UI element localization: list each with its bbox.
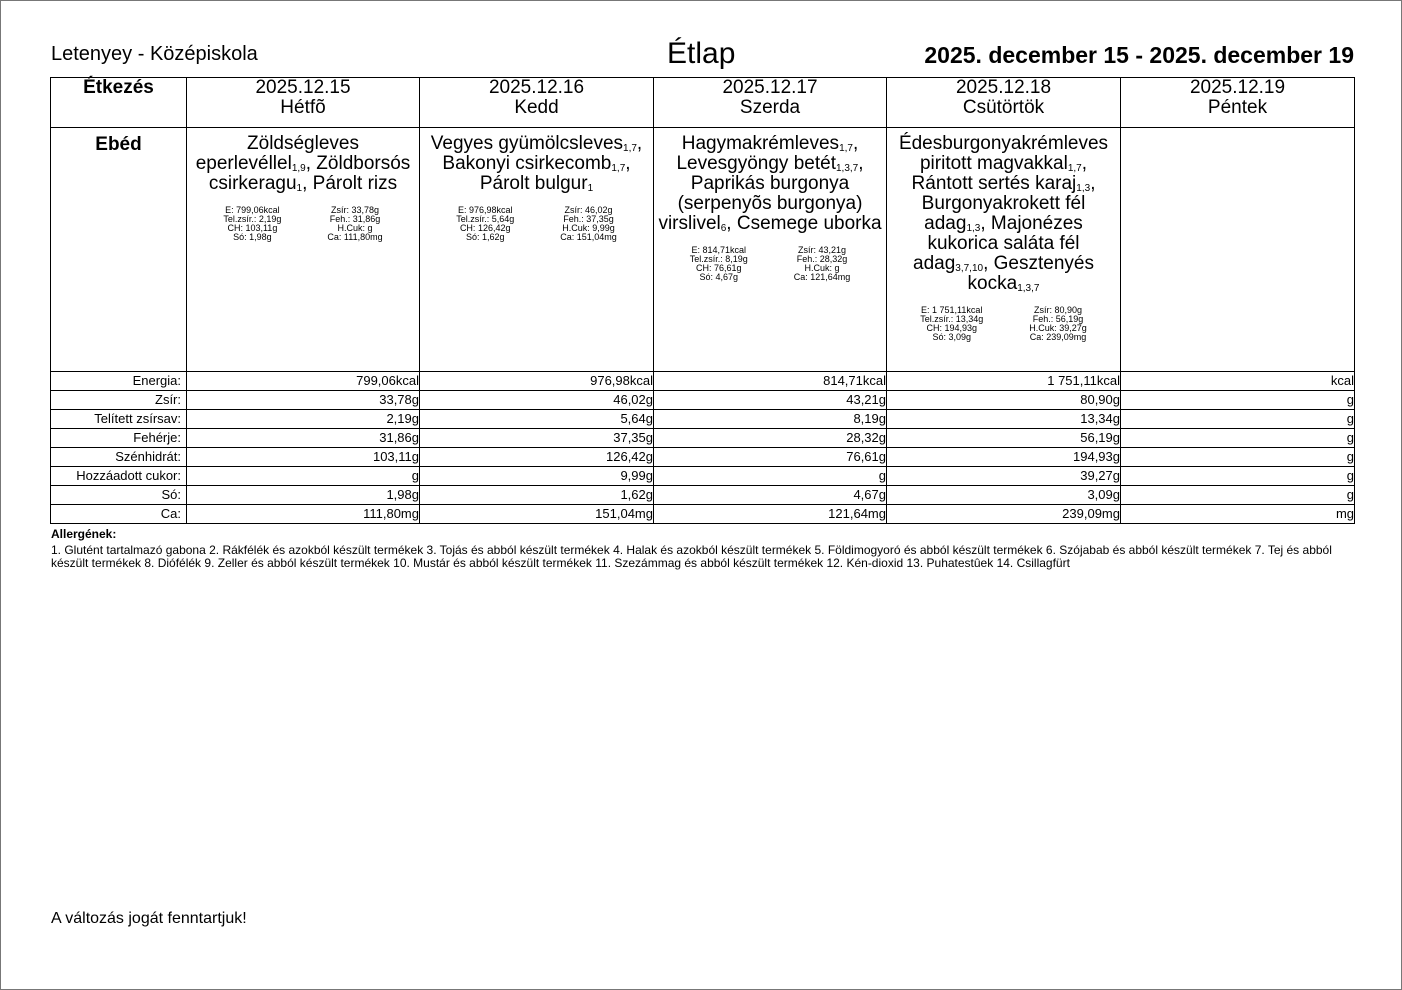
nutrition-value: 37,35g — [420, 429, 654, 448]
dish-name: Paprikás burgonya (serpenyõs burgonya) virslivel — [658, 173, 863, 234]
nutrition-summary-line: Zsír: 33,78g — [330, 205, 380, 215]
dish-name: Majonézes kukorica saláta fél adag — [913, 213, 1083, 274]
dish-name: Gesztenyés kocka — [967, 253, 1094, 294]
nutrition-summary-line: Zsír: 80,90g — [1034, 305, 1083, 315]
day-date: 2025.12.16 — [488, 77, 585, 98]
nutrition-summary-column — [327, 206, 382, 242]
nutrition-value: 103,11g — [187, 448, 420, 467]
nutrition-row — [51, 410, 1355, 429]
nutrition-summary-line: Só: 1,98g — [233, 232, 272, 242]
nutrition-value: 976,98kcal — [420, 372, 654, 391]
dish-separator: , — [1081, 153, 1088, 174]
nutrition-row — [51, 505, 1355, 524]
nutrition-label: Hozzáadott cukor: — [51, 467, 187, 486]
nutrition-value: 111,80mg — [187, 505, 420, 524]
date-range: 2025. december 15 - 2025. december 19 — [924, 42, 1354, 68]
allergen-list: 1. Glutént tartalmazó gabona 2. Rákfélék és azokból készült termékek 3. Tojás és abból készült termékek 4. Halak és azokból készült termékek 5. Földimogyoró és abból készült termékek 6. Szójabab és abból készült termékek 7. Tej és abból készült termékek 8. Diófélék 9. Zeller és abból készült termékek 10. Mustár és abból készült termékek 11. Szezámmag és abból készült termékek 12. Kén-dioxid 13. Puhatestûek 14. Csillagfürt — [51, 543, 1332, 570]
day-weekday: Csütörtök — [962, 97, 1045, 118]
dish-allergen-codes: 1,3,7 — [1017, 283, 1040, 294]
nutrition-summary-line: Ca: 239,09mg — [1029, 332, 1087, 342]
menu-cell-wednesday — [654, 128, 887, 372]
nutrition-summary-line: Tel.zsír.: 2,19g — [223, 214, 282, 224]
dish-allergen-codes: 1,7 — [611, 163, 626, 174]
nutrition-row — [51, 486, 1355, 505]
dish-separator: , — [852, 133, 859, 154]
nutrition-summary-line: E: 1 751,11kcal — [921, 305, 983, 315]
menu-cell-friday — [1121, 128, 1355, 372]
nutrition-value: g — [1121, 410, 1355, 429]
nutrition-value: 151,04mg — [420, 505, 654, 524]
allergen-heading: Allergének: — [51, 527, 117, 541]
nutrition-value: g — [1121, 391, 1355, 410]
nutrition-summary-line: Feh.: 37,35g — [563, 214, 614, 224]
dish-allergen-codes: 3,7,10 — [955, 263, 984, 274]
dish-list — [420, 128, 653, 194]
nutrition-value: 126,42g — [420, 448, 654, 467]
dish-separator: , — [302, 173, 308, 194]
nutrition-value: 1,98g — [187, 486, 420, 505]
nutrition-summary-line: Tel.zsír.: 5,64g — [456, 214, 515, 224]
menu-table — [50, 77, 1355, 524]
dish-name: Burgonyakrokett fél adag — [921, 193, 1086, 234]
nutrition-summary-line: CH: 76,61g — [695, 263, 742, 273]
nutrition-value: 814,71kcal — [654, 372, 887, 391]
dish-allergen-codes: 6 — [720, 223, 727, 234]
day-date: 2025.12.19 — [1189, 77, 1286, 98]
dish-name: Párolt bulgur — [479, 173, 588, 194]
nutrition-value: 2,19g — [187, 410, 420, 429]
dish-allergen-codes: 1,3 — [1076, 183, 1091, 194]
nutrition-value: g — [1121, 448, 1355, 467]
nutrition-value: 13,34g — [887, 410, 1121, 429]
dish-name: Levesgyöngy betét — [676, 153, 836, 174]
nutrition-summary-line: Ca: 121,64mg — [793, 272, 851, 282]
nutrition-label: Ca: — [51, 505, 187, 524]
nutrition-value: 46,02g — [420, 391, 654, 410]
nutrition-value: g — [1121, 486, 1355, 505]
nutrition-value: 799,06kcal — [187, 372, 420, 391]
dish-separator: , — [305, 153, 312, 174]
nutrition-row — [51, 467, 1355, 486]
dish-name: Bakonyi csirkecomb — [442, 153, 612, 174]
dish-nutrition-summary — [654, 246, 886, 282]
nutrition-summary-column — [1029, 306, 1087, 342]
dish-allergen-codes: 1,9 — [291, 163, 306, 174]
day-date: 2025.12.18 — [955, 77, 1052, 98]
nutrition-label: Só: — [51, 486, 187, 505]
nutrition-value: 43,21g — [654, 391, 887, 410]
meal-name: Ebéd — [51, 128, 187, 372]
nutrition-value: mg — [1121, 505, 1355, 524]
nutrition-summary-column — [456, 206, 514, 242]
nutrition-summary-line: E: 799,06kcal — [225, 205, 280, 215]
menu-cell-thursday — [887, 128, 1121, 372]
nutrition-value: 31,86g — [187, 429, 420, 448]
dish-separator: , — [858, 153, 864, 174]
dish-allergen-codes: 1,3 — [966, 223, 981, 234]
dish-nutrition-summary — [187, 206, 419, 242]
dish-name: Párolt rizs — [307, 173, 398, 194]
nutrition-summary-line: Só: 4,67g — [699, 272, 738, 282]
day-date: 2025.12.15 — [255, 77, 351, 98]
nutrition-label: Zsír: — [51, 391, 187, 410]
dish-separator: , — [726, 213, 732, 234]
dish-allergen-codes: 1 — [587, 183, 594, 194]
nutrition-summary-column — [690, 246, 748, 282]
day-date: 2025.12.17 — [722, 77, 818, 98]
nutrition-summary-line: E: 814,71kcal — [691, 245, 746, 255]
dish-nutrition-summary — [887, 306, 1120, 342]
dish-list — [187, 128, 419, 194]
nutrition-value: 194,93g — [887, 448, 1121, 467]
footer-note: A változás jogát fenntartjuk! — [51, 910, 247, 927]
nutrition-summary-line: Zsír: 46,02g — [564, 205, 613, 215]
nutrition-row — [51, 429, 1355, 448]
nutrition-summary-line: Zsír: 43,21g — [797, 245, 847, 255]
dish-name: Vegyes gyümölcsleves — [430, 133, 624, 154]
dish-separator: , — [980, 213, 986, 234]
nutrition-value: 56,19g — [887, 429, 1121, 448]
day-header — [654, 78, 887, 128]
nutrition-summary-column — [794, 246, 851, 282]
nutrition-value: 5,64g — [420, 410, 654, 429]
nutrition-value: 239,09mg — [887, 505, 1121, 524]
day-header-row — [51, 78, 1355, 128]
dish-name: Hagymakrémleves — [681, 133, 840, 154]
dish-list — [1121, 128, 1354, 134]
day-header — [887, 78, 1121, 128]
nutrition-row — [51, 448, 1355, 467]
nutrition-value: 9,99g — [420, 467, 654, 486]
nutrition-label: Telített zsírsav: — [51, 410, 187, 429]
nutrition-summary-line: H.Cuk: 9,99g — [562, 223, 615, 233]
nutrition-row — [51, 391, 1355, 410]
nutrition-table-body — [51, 372, 1355, 524]
menu-cell-monday — [187, 128, 420, 372]
meal-column-header: Étkezés — [51, 78, 187, 128]
nutrition-summary-line: Feh.: 56,19g — [1032, 314, 1084, 324]
day-header — [420, 78, 654, 128]
nutrition-label: Szénhidrát: — [51, 448, 187, 467]
dish-separator: , — [636, 133, 643, 154]
dish-name: Zöldborsós csirkeragu — [208, 153, 411, 194]
dish-separator: , — [1090, 173, 1096, 194]
nutrition-summary-line: CH: 126,42g — [459, 223, 511, 233]
page-title: Étlap — [667, 37, 736, 70]
dish-name: Rántott sertés karaj — [911, 173, 1077, 194]
allergen-legend — [51, 528, 1361, 570]
day-weekday: Szerda — [739, 97, 801, 118]
nutrition-value: 1,62g — [420, 486, 654, 505]
day-header — [1121, 78, 1355, 128]
nutrition-value: 4,67g — [654, 486, 887, 505]
dish-name: Csemege uborka — [731, 213, 882, 234]
nutrition-summary-line: Ca: 111,80mg — [327, 232, 383, 242]
day-header — [187, 78, 420, 128]
nutrition-value: 121,64mg — [654, 505, 887, 524]
nutrition-summary-line: Só: 3,09g — [932, 332, 971, 342]
dish-allergen-codes: 1,7 — [623, 143, 637, 154]
nutrition-summary-line: H.Cuk: g — [337, 223, 373, 233]
dish-allergen-codes: 1,3,7 — [835, 163, 859, 174]
nutrition-value: g — [654, 467, 887, 486]
day-weekday: Hétfõ — [280, 97, 326, 118]
nutrition-summary-line: Ca: 151,04mg — [560, 232, 617, 242]
dish-list — [887, 128, 1120, 294]
nutrition-summary-line: Tel.zsír.: 8,19g — [689, 254, 748, 264]
nutrition-value: 76,61g — [654, 448, 887, 467]
dish-allergen-codes: 1,7 — [1067, 163, 1082, 174]
nutrition-summary-line: CH: 194,93g — [926, 323, 977, 333]
nutrition-value: g — [1121, 467, 1355, 486]
nutrition-value: 28,32g — [654, 429, 887, 448]
nutrition-value: g — [187, 467, 420, 486]
lunch-row — [51, 128, 1355, 372]
nutrition-summary-line: H.Cuk: 39,27g — [1029, 323, 1087, 333]
nutrition-summary-line: Feh.: 28,32g — [796, 254, 848, 264]
dish-separator: , — [625, 153, 631, 174]
nutrition-label: Energia: — [51, 372, 187, 391]
nutrition-value: kcal — [1121, 372, 1355, 391]
nutrition-summary-line: H.Cuk: g — [804, 263, 840, 273]
nutrition-value: 8,19g — [654, 410, 887, 429]
nutrition-value: 1 751,11kcal — [887, 372, 1121, 391]
nutrition-value: 33,78g — [187, 391, 420, 410]
nutrition-summary-line: E: 976,98kcal — [457, 205, 513, 215]
nutrition-value: 39,27g — [887, 467, 1121, 486]
dish-allergen-codes: 1 — [296, 183, 303, 194]
nutrition-summary-column — [223, 206, 281, 242]
nutrition-label: Fehérje: — [51, 429, 187, 448]
day-weekday: Péntek — [1207, 97, 1268, 118]
dish-list — [654, 128, 886, 234]
nutrition-summary-column — [920, 306, 983, 342]
nutrition-value: 3,09g — [887, 486, 1121, 505]
dish-separator: , — [983, 253, 989, 274]
nutrition-summary-line: Tel.zsír.: 13,34g — [920, 314, 984, 324]
dish-nutrition-summary — [420, 206, 653, 242]
day-weekday: Kedd — [514, 97, 559, 118]
nutrition-summary-line: Feh.: 31,86g — [329, 214, 381, 224]
dish-name: Édesburgonyakrémleves piritott magvakkal — [898, 133, 1109, 174]
menu-cell-tuesday — [420, 128, 654, 372]
nutrition-summary-line: Só: 1,62g — [465, 232, 505, 242]
nutrition-summary-column — [560, 206, 617, 242]
school-name: Letenyey - Középiskola — [51, 43, 258, 65]
dish-allergen-codes: 1,7 — [839, 143, 853, 154]
nutrition-value: g — [1121, 429, 1355, 448]
nutrition-row — [51, 372, 1355, 391]
nutrition-summary-line: CH: 103,11g — [227, 223, 278, 233]
dish-name: Zöldségleves eperlevéllel — [195, 133, 359, 174]
nutrition-value: 80,90g — [887, 391, 1121, 410]
